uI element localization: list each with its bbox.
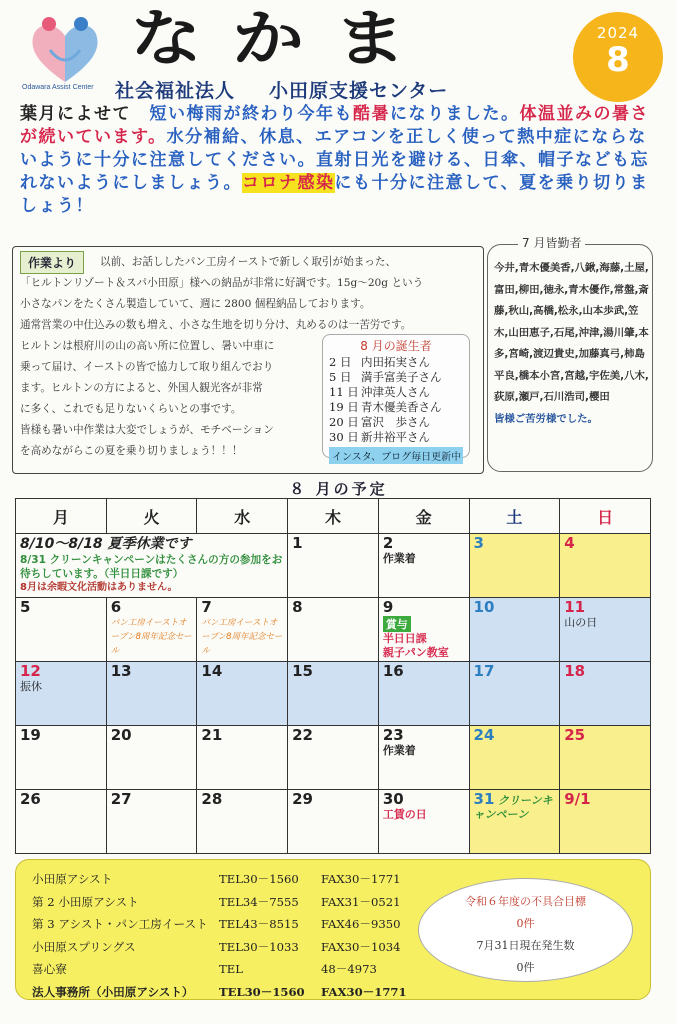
birthday-day: 30 日 <box>329 430 359 444</box>
birthday-name: 内田拓実さん <box>361 355 430 369</box>
calendar-week <box>16 598 651 662</box>
goal-target: 0件 <box>516 917 535 930</box>
contact-row <box>32 913 407 936</box>
day-number: 29 <box>292 790 313 808</box>
calendar-day <box>560 534 651 598</box>
day-note: パン工房イーストオープン8周年記念セール <box>110 618 192 656</box>
weekday-fri: 金 <box>378 499 469 534</box>
calendar-day <box>560 726 651 790</box>
intro-text: 水分補給、休息、エアコンを正しく使って熱中症にならないように十分に注意してください。直射日光を避ける、日傘、帽子なども忘れないようにしましょう。 <box>20 127 649 193</box>
contact-tel: TEL30－1560 <box>219 984 305 999</box>
calendar-day <box>16 790 107 854</box>
calendar-day <box>106 790 197 854</box>
calendar-day <box>288 598 379 662</box>
calendar-day <box>16 662 107 726</box>
birthday-row <box>329 430 463 445</box>
day-number: 24 <box>473 726 495 744</box>
day-number: 5 <box>20 598 31 616</box>
logo-text: Odawara Assist Center <box>22 84 94 91</box>
day-number: 31 <box>473 790 495 808</box>
work-line: 乗って届け、イーストの皆で協力して取り組んでおり <box>20 361 274 373</box>
calendar-week <box>16 662 651 726</box>
calendar-notice-cell <box>16 534 288 598</box>
weekday-thu: 木 <box>288 499 379 534</box>
work-line: 小さなパンをたくさん製造していて、週に 2800 個程納品しております。 <box>20 298 371 310</box>
birthday-name: 新井裕平さん <box>361 430 430 444</box>
birthday-name: 沖津英人さん <box>361 385 430 399</box>
contact-row <box>32 981 407 1004</box>
organization-name <box>115 76 448 103</box>
logo <box>20 10 110 95</box>
calendar-day <box>288 662 379 726</box>
weekday-mon: 月 <box>16 499 107 534</box>
intro-message <box>20 103 660 218</box>
calendar-day <box>378 790 469 854</box>
day-note: パン工房イーストオープン8周年記念セール <box>201 618 283 656</box>
day-note: 半日日課 <box>382 632 427 645</box>
day-number: 6 <box>110 598 122 616</box>
calendar-day <box>560 790 651 854</box>
calendar-day <box>469 534 560 598</box>
birthday-name: 富沢 歩さん <box>361 415 430 429</box>
work-line: ます。ヒルトンの方によると、外国人観光客が非常 <box>20 382 263 394</box>
birthday-title: 8 月の誕生者 <box>360 339 432 353</box>
day-note: 振休 <box>20 680 42 693</box>
calendar-day <box>106 726 197 790</box>
contact-fax: 48－4973 <box>321 962 377 976</box>
calendar-day <box>560 598 651 662</box>
work-line: 皆様も暑い中作業は大変でしょうが、モチベーション <box>20 424 274 436</box>
day-number: 19 <box>20 726 41 744</box>
work-line: ヒルトンは根府川の山の高い所に位置し、暑い中車に <box>20 340 275 352</box>
calendar-week <box>16 534 651 598</box>
day-number: 15 <box>292 662 313 680</box>
calendar-day <box>16 726 107 790</box>
hearts-logo-icon <box>20 10 110 90</box>
day-number: 4 <box>564 534 575 552</box>
calendar-day <box>560 662 651 726</box>
day-number: 13 <box>110 662 132 680</box>
day-number: 9/1 <box>564 790 591 808</box>
calendar-day <box>469 726 560 790</box>
birthday-box <box>322 334 470 463</box>
work-line: 通常営業の中仕込みの数も増え、小さな生地を切り分け、丸めるのは一苦労です。 <box>20 319 412 331</box>
calendar-day <box>106 662 197 726</box>
birthday-row <box>329 400 463 415</box>
contact-tel: TEL34－7555 <box>219 894 299 909</box>
contact-tel: TEL43－8515 <box>219 917 299 931</box>
attendance-title: 7 月皆勤者 <box>518 234 585 251</box>
day-note: クリーンキャンペーン <box>473 794 553 821</box>
work-line: を高めながらこの夏を乗り切りましょう！！！ <box>20 445 243 457</box>
attendance-thanks: 皆様ご苦労様でした。 <box>494 412 598 425</box>
calendar-day <box>378 726 469 790</box>
intro-text: になりました。 <box>390 104 520 124</box>
day-number: 14 <box>201 662 223 680</box>
summer-vacation-notice: 8/10～8/18 夏季休業です <box>20 536 192 552</box>
day-number: 23 <box>382 726 404 744</box>
issue-month: 8 <box>606 40 630 80</box>
intro-text: にも十分に注意して、夏を乗り切りましょう！ <box>20 173 649 216</box>
calendar-day <box>378 662 469 726</box>
defect-goal-oval <box>418 878 633 982</box>
calendar-day <box>288 790 379 854</box>
calendar-day <box>469 598 560 662</box>
day-number: 8 <box>292 598 303 616</box>
contact-name: 小田原スプリングス <box>32 939 136 954</box>
day-number: 25 <box>564 726 586 744</box>
intro-text: 酷暑 <box>353 104 390 124</box>
day-number: 28 <box>201 790 223 808</box>
day-number: 7 <box>201 598 212 616</box>
instagram-blog-note: インスタ、ブログ毎日更新中 <box>329 447 463 464</box>
newsletter-title: なかま <box>130 2 437 74</box>
contact-tel: TEL30－1560 <box>219 872 299 886</box>
day-number: 21 <box>201 726 223 744</box>
calendar-day <box>288 534 379 598</box>
weekday-header-row <box>16 499 651 534</box>
birthday-row <box>329 370 463 385</box>
contact-row <box>32 936 407 959</box>
contact-name: 第 2 小田原アシスト <box>32 894 139 909</box>
calendar-day <box>106 598 197 662</box>
contact-row <box>32 958 407 981</box>
day-number: 30 <box>382 790 404 808</box>
contact-list <box>32 868 407 1003</box>
birthday-row <box>329 415 463 430</box>
contact-fax: FAX30－1771 <box>321 984 407 999</box>
birthday-name: 青木優美香さん <box>361 400 442 414</box>
intro-text: 体温並みの暑さが続いています。 <box>20 104 649 147</box>
birthday-name: 満手富美子さん <box>361 370 442 384</box>
day-note: 工賃の日 <box>382 808 427 821</box>
work-report-label: 作業より <box>20 251 84 274</box>
weekday-wed: 水 <box>197 499 288 534</box>
weekday-sat: 土 <box>469 499 560 534</box>
goal-asof: 7月31日現在発生数 <box>476 939 575 952</box>
contact-name: 喜心寮 <box>32 962 67 976</box>
contact-name: 第 3 アシスト・パン工房イースト <box>32 917 208 931</box>
contact-row <box>32 891 407 914</box>
org-type: 社会福祉法人 <box>115 80 236 102</box>
calendar-day <box>16 598 107 662</box>
intro-heading: 葉月によせて <box>20 104 131 124</box>
birthday-day: 19 日 <box>329 400 359 414</box>
calendar-day <box>469 662 560 726</box>
cleanup-notice: 8/31 クリーンキャンペーンはたくさんの方の参加をお待ちしています。（半日日課です） <box>20 554 283 580</box>
day-note: 作業着 <box>382 552 416 565</box>
work-line: 「ヒルトンリゾート＆スパ小田原」様への納品が非常に好調です。15g～20g という <box>20 277 424 289</box>
day-number: 20 <box>110 726 132 744</box>
work-line: に多く、これでも足りないくらいとの事です。 <box>20 403 242 415</box>
contact-name: 小田原アシスト <box>32 872 113 886</box>
issue-year: 2024 <box>596 24 640 42</box>
day-number: 11 <box>564 598 586 616</box>
schedule-title: ８ 月の予定 <box>289 480 388 498</box>
birthday-row <box>329 385 463 400</box>
calendar-day <box>197 726 288 790</box>
contact-tel: TEL30－1033 <box>219 939 299 954</box>
contact-tel: TEL <box>219 962 243 976</box>
culture-notice: 8月は余暇文化活動はありません。 <box>20 582 178 593</box>
calendar-day <box>378 534 469 598</box>
calendar-day <box>197 790 288 854</box>
day-number: 1 <box>292 534 303 552</box>
contact-name: 法人事務所（小田原アシスト） <box>32 984 194 999</box>
birthday-day: 5 日 <box>329 370 352 384</box>
contact-row <box>32 868 407 891</box>
issue-badge <box>573 12 663 102</box>
work-line: 以前、お話ししたパン工房イーストで新しく取引が始まった、 <box>100 256 397 268</box>
day-note: 親子パン教室 <box>382 646 449 659</box>
birthday-day: 2 日 <box>329 355 352 369</box>
weekday-tue: 火 <box>106 499 197 534</box>
intro-text: 短い梅雨が終わり今年も <box>149 104 353 124</box>
goal-count: 0件 <box>516 961 535 974</box>
birthday-row <box>329 355 463 370</box>
day-number: 9 <box>382 598 394 616</box>
calendar-day <box>469 790 560 854</box>
day-note: 作業着 <box>382 744 416 757</box>
calendar-day <box>197 662 288 726</box>
calendar-day <box>288 726 379 790</box>
org-name: 小田原支援センター <box>269 80 449 102</box>
day-number: 22 <box>292 726 313 744</box>
day-number: 10 <box>473 598 495 616</box>
day-number: 12 <box>20 662 41 680</box>
attendance-list <box>494 258 650 430</box>
birthday-day: 20 日 <box>329 415 359 429</box>
calendar-week <box>16 726 651 790</box>
intro-highlight: コロナ感染 <box>242 173 335 193</box>
day-number: 26 <box>20 790 41 808</box>
day-number: 18 <box>564 662 586 680</box>
contact-fax: FAX30－1771 <box>321 872 401 886</box>
attendance-names: 今井,青木優美香,八鍬,海藤,土屋,富田,柳田,徳永,青木優作,常盤,斎藤,秋山,高橋,松永,山本歩武,笠木,山田恵子,石尾,沖津,湯川肇,本多,宮崎,渡辺貴史,加藤真弓,柿島平良,橋本小宮,宮越,宇佐美,八木,荻原,瀬戸,石川浩司,櫻田 <box>494 262 649 403</box>
goal-title: 令和６年度の不具合目標 <box>465 895 586 908</box>
contact-fax: FAX30－1034 <box>321 939 401 954</box>
calendar-day <box>378 598 469 662</box>
weekday-sun: 日 <box>560 499 651 534</box>
day-number: 17 <box>473 662 495 680</box>
day-note: 山の日 <box>564 616 598 629</box>
day-number: 2 <box>382 534 394 552</box>
bonus-label: 賞与 <box>383 616 411 632</box>
day-number: 3 <box>473 534 484 552</box>
day-number: 27 <box>110 790 132 808</box>
calendar-day <box>197 598 288 662</box>
contact-fax: FAX31－0521 <box>321 894 401 909</box>
birthday-day: 11 日 <box>329 385 359 399</box>
calendar <box>15 498 651 854</box>
calendar-week <box>16 790 651 854</box>
contact-fax: FAX46－9350 <box>321 917 401 931</box>
day-number: 16 <box>382 662 404 680</box>
